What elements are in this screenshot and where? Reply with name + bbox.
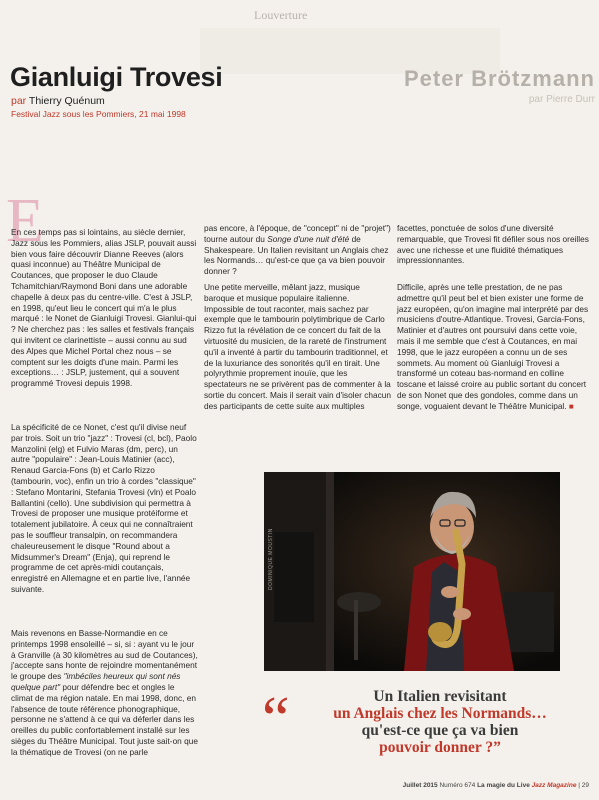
text-run: Mais revenons en Basse-Normandie en ce printemps 1998 ensoleillé – si, si : ayant vu le jour à Granville (à 30 kilomètres au sud de Coutances), j'accepte sans honte de rejoindre momentanément le groupe des — [11, 628, 198, 682]
drop-cap: E — [6, 187, 44, 255]
quote-mark-icon: “ — [262, 685, 290, 753]
footer-magazine: Jazz Magazine — [531, 782, 577, 789]
ghost-article-title: Peter Brötzmann — [403, 66, 595, 91]
pull-quote — [300, 688, 580, 756]
photo-credit: DOMINIQUE MOUSTIN — [268, 528, 274, 590]
paragraph — [11, 422, 198, 595]
text-run: de Shakespeare. Un Italien revisitant un Anglais chez les Normands… qu'est-ce que ça va bien pouvoir donner ? — [204, 233, 389, 277]
paragraph-text: facettes, ponctuée de solos d'une diversité remarquable, que Trovesi fit défiler sous nos oreilles avec une richesse et une fluidité thématiques impressionnantes. — [397, 223, 589, 266]
ghost-rubric: Louverture — [254, 8, 308, 22]
event-line: Festival Jazz sous les Pommiers, 21 mai 1998 — [11, 109, 186, 119]
text-run: pas encore, à l'époque, de "concept" ni de "projet") tourne autour du — [204, 223, 391, 244]
footer-separator: | — [578, 782, 580, 789]
paragraph-text — [397, 282, 589, 413]
ghost-byline: par Pierre Durr — [528, 94, 595, 105]
pull-quote-line: un Anglais chez les Normands… — [333, 705, 547, 722]
paragraph-text: La spécificité de ce Nonet, c'est qu'il divise neuf par trois. Soit un trio "jazz" : Trovesi (cl, bcl), Paolo Manzolini (elg) et Fulvio Maras (dm, perc), un autre "populaire" : Jean-Louis Matinier (acc), Renaud Garcia-Fons (b) et Carlo Rizzo (tambourin, voc), enfin un trio à cordes "classique" : Stefano Montarini, Stefania Trovesi (vln) et Poalo Ballantini (cello). Une subdivision qui permettra à Trovesi de proposer une musique protéiforme et totalement jubilatoire. À ceux qui ne connaîtraient pas le souffleur transalpin, on recommandera chaleureusement le disque "Round about a Midsummer's Dream" (Enja), qui reprend le programme de cet après-midi coutançais, enregistré en Allemagne et en partie live, l'année suivante. — [11, 422, 197, 594]
text-quote-italic: "imbéciles heureux qui sont nés quelque part" — [11, 671, 181, 692]
footer-issue: Numéro 674 — [439, 782, 476, 789]
paragraph-text — [11, 628, 198, 758]
paragraph — [397, 282, 589, 413]
footer-date: Juillet 2015 — [402, 782, 438, 789]
pull-quote-line: Un Italien revisitant — [373, 688, 507, 705]
paragraph — [204, 223, 391, 277]
text-run: Difficile, après une telle prestation, de ne pas admettre qu'il peut bel et bien exister une forme de jazz européen, qu'on imagine mal interprété par des musiciens d'outre-Atlantique. Trovesi, Garcia-Fons, Matinier et d'autres ont poursuivi dans cette voie, mais il me semble que c'est à Coutances, en mai 1998, que le jazz européen a connu un de ses sommets. Au moment où Gianluigi Trovesi a transformé un coteau bas-normand en colline toscane et laissé croire au public sortant du concert de son Nonet que des gondoles, comme dans un songe, voguaient devant le Théâtre Municipal. — [397, 282, 589, 411]
paragraph-text — [204, 223, 391, 277]
text-run: pour défendre bec et ongles le climat de ma région natale. En mai 1998, donc, en l'absence de toute référence phonographique, personne ne s'attend à ce qui va déferler dans les oreilles du public confortablement installé sur les sièges du Théâtre Municipal. Tout juste sait-on que la thématique de Trovesi (on ne parle — [11, 681, 198, 757]
paragraph — [204, 282, 391, 412]
paragraph — [11, 628, 198, 758]
saxophonist-illustration — [264, 472, 560, 671]
pull-quote-line: pouvoir donner ?” — [379, 739, 501, 756]
page-footer — [403, 782, 589, 789]
byline — [11, 95, 105, 107]
byline-prefix: par — [11, 95, 27, 107]
paragraph — [397, 223, 589, 266]
text-title-italic: Songe d'une nuit d'été — [267, 233, 350, 244]
paragraph-text: Une petite merveille, mêlant jazz, musique baroque et musique populaire italienne. Impossible de tout raconter, mais sachez par exemple que le tambourin polytimbrique de Carlo Rizzo fut la révélation de ce concert du fait de la virtuosité du musicien, de la rareté de l'instrument qu'il a inventé à partir du tambourin traditionnel, et de la luxuriance des sonorités qu'il en tirait. Une polyrythmie proprement inouïe, que les spectateurs ne se privèrent pas de commenter à la sortie du concert. Mais il serait vain d'isoler chacun des participants de cette suite aux multiples — [204, 282, 391, 411]
article-title: Gianluigi Trovesi — [10, 62, 223, 92]
paragraph — [11, 227, 198, 389]
end-mark: ■ — [568, 401, 574, 411]
page-number: 29 — [581, 782, 589, 789]
pull-quote-line: qu'est-ce que ça va bien — [361, 722, 519, 739]
paragraph-text: En ces temps pas si lointains, au siècle dernier, Jazz sous les Pommiers, alias JSLP, pouvait aussi bien vous faire découvrir Dianne Reeves (alors quasi inconnue) au Théâtre Municipal de Coutances, que proposer le duo Claude Tchamitchian/Raymond Boni dans une adorable chapelle à deux pas du centre-ville. C'est à JSLP, en 1998, qu'eut lieu le concert qui m'a le plus marqué : le Nonet de Gianluigi Trovesi. Gianlui-qui ? Ne cherchez pas : les salles et festivals français qui invitent ce clarinettiste – aussi connu au sud des Alpes que Michel Portal chez nous – se comptent sur les doigts d'une main. Parmi les exceptions… : JSLP, justement, qui a souvent programmé Trovesi depuis 1998. — [11, 227, 197, 389]
concert-photo — [264, 472, 560, 671]
author-name: Thierry Quénum — [28, 95, 105, 107]
footer-section: La magie du Live — [477, 782, 530, 789]
